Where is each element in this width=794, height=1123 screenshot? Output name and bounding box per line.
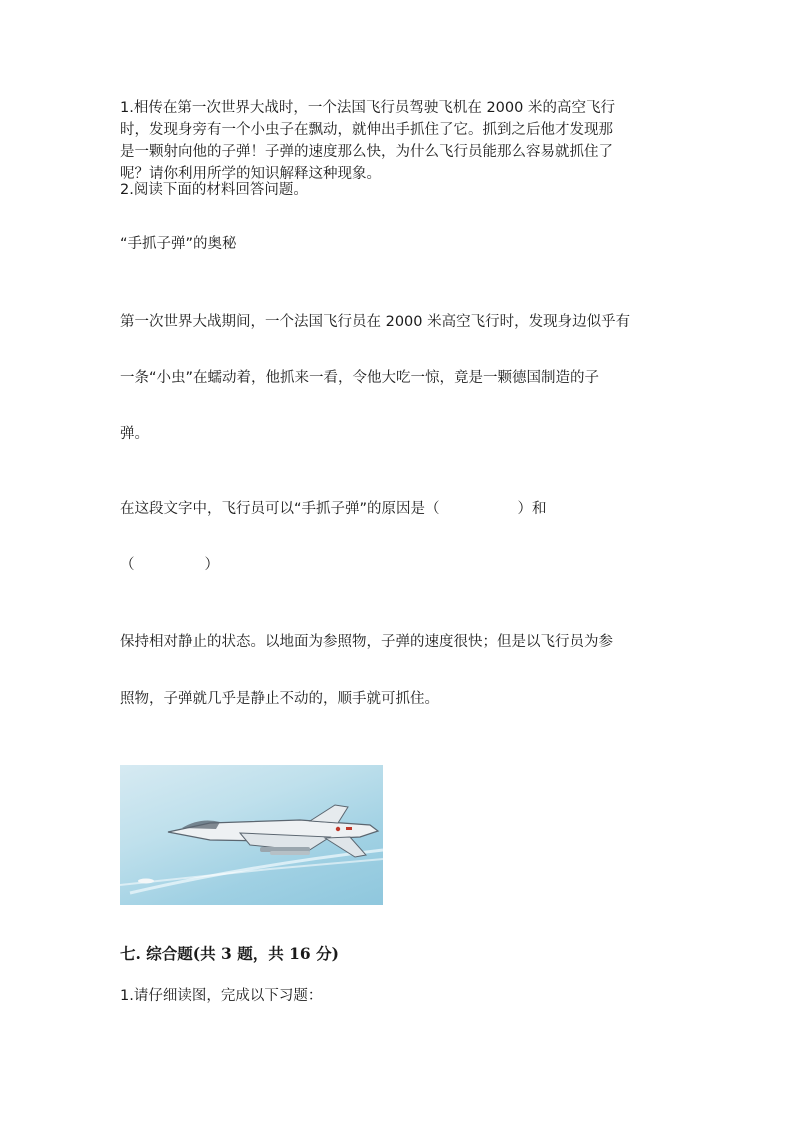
question-1-line: 1.相传在第一次世界大战时，一个法国飞行员驾驶飞机在 2000 米的高空飞行 [120,100,615,116]
blank-close-paren: ） [204,557,219,573]
passage-line: 弹。 [120,426,149,442]
passage-line: 第一次世界大战期间，一个法国飞行员在 2000 米高空飞行时，发现身边似乎有 [120,314,631,330]
question-1-line: 呢？请你利用所学的知识解释这种现象。 [120,166,381,182]
fill-in-question-mid: ）和 [517,501,547,517]
answer-statement-line: 保持相对静止的状态。以地面为参照物，子弹的速度很快；但是以飞行员为参 [120,634,613,650]
section-question-1: 1.请仔细读图，完成以下习题： [120,988,323,1004]
blank-open-paren: （ [120,557,135,573]
question-2-stem: 2.阅读下面的材料回答问题。 [120,182,308,198]
question-1-line: 时，发现身旁有一个小虫子在飘动，就伸出手抓住了它。抓到之后他才发现那 [120,122,613,138]
fill-in-question-second [120,554,219,576]
fill-in-question-prefix: 在这段文字中，飞行员可以“手抓子弹”的原因是（ [120,501,440,517]
answer-statement-line: 照物，子弹就几乎是静止不动的，顺手就可抓住。 [120,691,439,707]
fill-in-question [120,498,547,520]
passage-title: “手抓子弹”的奥秘 [120,236,237,252]
fighter-jet-photo [120,765,383,905]
fighter-jet-illustration [120,765,383,905]
section-heading: 七. 综合题(共 3 题，共 16 分) [120,944,339,963]
question-1 [120,97,615,185]
question-1-line: 是一颗射向他的子弹！子弹的速度那么快，为什么飞行员能那么容易就抓住了 [120,144,613,160]
jet-icon [168,805,378,857]
passage-line: 一条“小虫”在蠕动着，他抓来一看，令他大吃一惊，竟是一颗德国制造的子 [120,370,600,386]
